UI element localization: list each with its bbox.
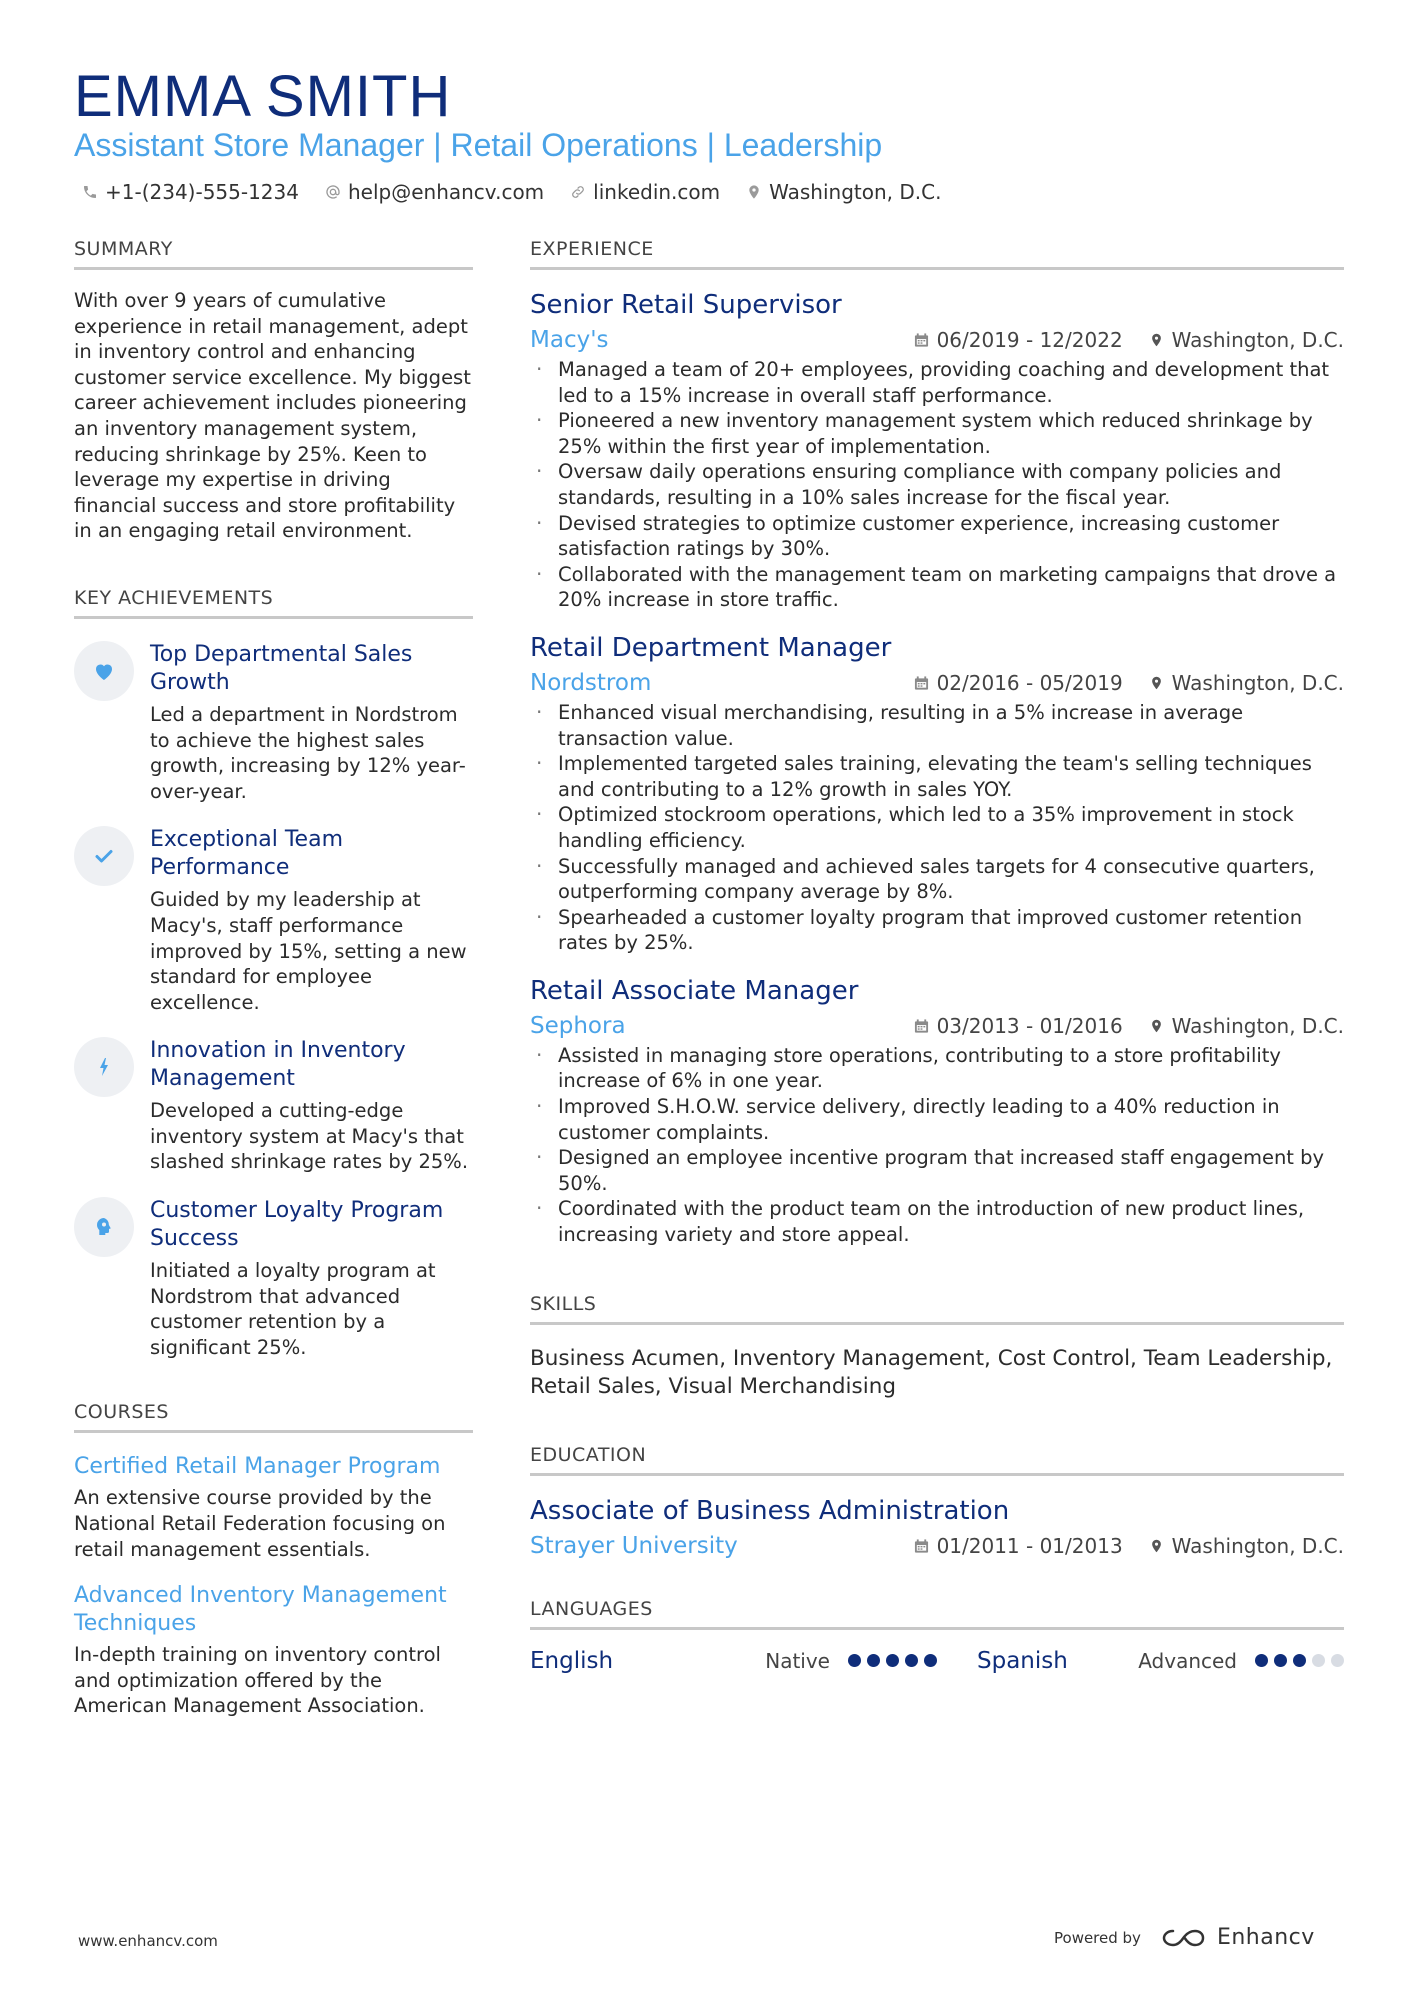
location-pin-icon: [1149, 332, 1164, 348]
courses-title: COURSES: [74, 1400, 473, 1433]
job-title: Retail Associate Manager: [530, 975, 859, 1006]
achievement-title: Innovation in Inventory Management: [150, 1038, 406, 1092]
experience-section: [530, 237, 1344, 1248]
phone-text: +1-(234)-555-1234: [105, 180, 299, 204]
achievements-title: KEY ACHIEVEMENTS: [74, 586, 473, 619]
bullet-item: · Successfully managed and achieved sales targets for 4 consecutive quarters, outperforming company average by 8%.: [530, 854, 1344, 905]
link-icon: [570, 184, 586, 200]
experience-title: EXPERIENCE: [530, 237, 1344, 270]
education-title: EDUCATION: [530, 1443, 1344, 1476]
rating-dot-filled: [924, 1654, 937, 1667]
language-rating: [1255, 1654, 1344, 1667]
achievement-title: Top Departmental Sales Growth: [150, 641, 413, 695]
language-name: English: [530, 1647, 614, 1674]
bullet-item: · Managed a team of 20+ employees, providing coaching and development that led to a 15% increase in overall staff performance.: [530, 357, 1344, 408]
calendar-icon: [914, 1538, 929, 1554]
contact-phone[interactable]: [82, 178, 299, 206]
achievement-desc: Led a department in Nordstrom to achieve the highest sales growth, increasing by 12% year-over-year.: [150, 702, 466, 803]
enhancv-logo[interactable]: [1161, 1925, 1315, 1950]
language-level: Native: [765, 1648, 830, 1673]
brand-name: Enhancv: [1216, 1925, 1315, 1950]
bullet-item: · Designed an employee incentive program that increased staff engagement by 50%.: [530, 1145, 1344, 1196]
phone-icon: [82, 184, 98, 200]
contact-location: [746, 178, 941, 206]
rating-dot-empty: [1331, 1654, 1344, 1667]
location-text: Washington, D.C.: [769, 180, 942, 204]
job-location: Washington, D.C.: [1171, 1013, 1344, 1038]
footer-website[interactable]: www.enhancv.com: [78, 1932, 218, 1950]
job-entry: [530, 631, 1344, 956]
course-title: Certified Retail Manager Program: [74, 1454, 441, 1480]
bullet-item: · Optimized stockroom operations, which led to a 35% improvement in stock handling efficiency.: [530, 802, 1344, 853]
job-dates: 02/2016 - 05/2019: [936, 670, 1123, 695]
summary-text: With over 9 years of cumulative experience in retail management, adept in inventory control and enhancing customer service excellence. My biggest career achievement includes pioneering an inventory management system, reducing shrinkage by 25%. Keen to leverage my expertise in driving financial success and store profitability in an engaging retail environment.: [74, 289, 471, 543]
rating-dot-filled: [848, 1654, 861, 1667]
bullet-item: · Assisted in managing store operations, contributing to a store profitability increase of 6% in one year.: [530, 1043, 1344, 1094]
language-item: [530, 1646, 937, 1676]
infinity-logo-icon: [1161, 1927, 1207, 1949]
company-name: Sephora: [530, 1012, 626, 1039]
job-entry: [530, 974, 1344, 1248]
achievement-item: [74, 826, 473, 1015]
achievements-section: [74, 586, 473, 1361]
achievement-item: [74, 641, 473, 804]
language-item: [937, 1646, 1344, 1676]
rating-dot-filled: [1255, 1654, 1268, 1667]
location-pin-icon: [1149, 1538, 1164, 1554]
education-entry: [530, 1494, 1344, 1561]
location-pin-icon: [1149, 675, 1164, 691]
course-item: [74, 1582, 473, 1719]
achievement-desc: Guided by my leadership at Macy's, staff performance improved by 15%, setting a new standard for employee excellence.: [150, 888, 467, 1014]
heart-icon: [92, 659, 116, 683]
skills-text: Business Acumen, Inventory Management, Cost Control, Team Leadership, Retail Sales, Visual Merchandising: [530, 1345, 1333, 1399]
achievement-desc: Initiated a loyalty program at Nordstrom that advanced customer retention by a significant 25%.: [150, 1259, 436, 1359]
skills-section: [530, 1292, 1344, 1401]
job-location: Washington, D.C.: [1171, 670, 1344, 695]
job-entry: [530, 288, 1344, 613]
company-name: Macy's: [530, 327, 609, 353]
bullet-item: · Implemented targeted sales training, elevating the team's selling techniques and contributing to a 12% growth in sales YOY.: [530, 751, 1344, 802]
rating-dot-filled: [867, 1654, 880, 1667]
school-name: Strayer University: [530, 1532, 738, 1559]
right-column: [530, 237, 1344, 1676]
job-dates: 03/2013 - 01/2016: [936, 1013, 1123, 1038]
resume-headline: Assistant Store Manager | Retail Operations | Leadership: [74, 127, 883, 163]
job-location: Washington, D.C.: [1171, 328, 1344, 352]
contact-linkedin[interactable]: [570, 178, 720, 206]
languages-title: LANGUAGES: [530, 1597, 1344, 1630]
job-title: Retail Department Manager: [530, 632, 892, 663]
bullet-item: · Enhanced visual merchandising, resulting in a 5% increase in average transaction value.: [530, 700, 1344, 751]
bullet-item: · Devised strategies to optimize customer experience, increasing customer satisfaction ratings by 30%.: [530, 511, 1344, 562]
calendar-icon: [914, 332, 929, 348]
summary-title: SUMMARY: [74, 237, 473, 270]
achievement-item: [74, 1037, 473, 1175]
rating-dot-filled: [886, 1654, 899, 1667]
bullet-item: · Collaborated with the management team on marketing campaigns that drove a 20% increase in store traffic.: [530, 562, 1344, 613]
bullet-item: · Improved S.H.O.W. service delivery, directly leading to a 40% reduction in customer complaints.: [530, 1094, 1344, 1145]
head-icon: [92, 1215, 116, 1239]
job-dates: 06/2019 - 12/2022: [936, 328, 1123, 352]
summary-section: [74, 237, 473, 544]
checkmark-icon: [92, 844, 116, 868]
course-title: Advanced Inventory Management Techniques: [74, 1583, 447, 1637]
rating-dot-empty: [1312, 1654, 1325, 1667]
achievement-item: [74, 1197, 473, 1360]
job-bullets: [530, 357, 1344, 613]
rating-dot-filled: [1293, 1654, 1306, 1667]
resume-name: EMMA SMITH: [74, 64, 452, 129]
company-name: Nordstrom: [530, 669, 652, 696]
courses-section: [74, 1400, 473, 1719]
bullet-item: · Pioneered a new inventory management system which reduced shrinkage by 25% within the first year of implementation.: [530, 408, 1344, 459]
location-pin-icon: [1149, 1018, 1164, 1034]
achievement-title: Exceptional Team Performance: [150, 827, 344, 881]
education-location: Washington, D.C.: [1171, 1533, 1344, 1558]
job-title: Senior Retail Supervisor: [530, 290, 842, 320]
course-item: [74, 1453, 473, 1562]
linkedin-text: linkedin.com: [593, 180, 721, 204]
contact-email[interactable]: [325, 178, 544, 206]
language-name: Spanish: [977, 1647, 1068, 1674]
course-desc: In-depth training on inventory control and optimization offered by the American Management Association.: [74, 1643, 441, 1718]
achievement-desc: Developed a cutting-edge inventory system at Macy's that slashed shrinkage rates by 25%.: [150, 1099, 469, 1174]
powered-by-text: Powered by: [1054, 1928, 1141, 1947]
email-text: help@enhancv.com: [347, 180, 545, 204]
degree-title: Associate of Business Administration: [530, 1495, 1010, 1526]
calendar-icon: [914, 1018, 929, 1034]
languages-section: [530, 1597, 1344, 1676]
achievement-title: Customer Loyalty Program Success: [150, 1198, 444, 1252]
location-pin-icon: [746, 184, 762, 200]
bullet-item: · Spearheaded a customer loyalty program that improved customer retention rates by 25%.: [530, 905, 1344, 956]
calendar-icon: [914, 675, 929, 691]
job-bullets: [530, 1043, 1344, 1248]
footer-branding: [1054, 1925, 1315, 1950]
job-bullets: [530, 700, 1344, 956]
skills-title: SKILLS: [530, 1292, 1344, 1325]
education-section: [530, 1443, 1344, 1561]
contact-bar: [82, 178, 941, 206]
course-desc: An extensive course provided by the National Retail Federation focusing on retail management essentials.: [74, 1486, 446, 1561]
language-rating: [848, 1654, 937, 1667]
bullet-item: · Coordinated with the product team on the introduction of new product lines, increasing variety and store appeal.: [530, 1196, 1344, 1247]
at-icon: [325, 184, 341, 200]
language-level: Advanced: [1138, 1648, 1237, 1673]
lightning-icon: [92, 1055, 116, 1079]
rating-dot-filled: [905, 1654, 918, 1667]
left-column: [74, 237, 473, 1719]
bullet-item: · Oversaw daily operations ensuring compliance with company policies and standards, resulting in a 10% sales increase for the fiscal year.: [530, 459, 1344, 510]
rating-dot-filled: [1274, 1654, 1287, 1667]
education-dates: 01/2011 - 01/2013: [936, 1533, 1123, 1558]
